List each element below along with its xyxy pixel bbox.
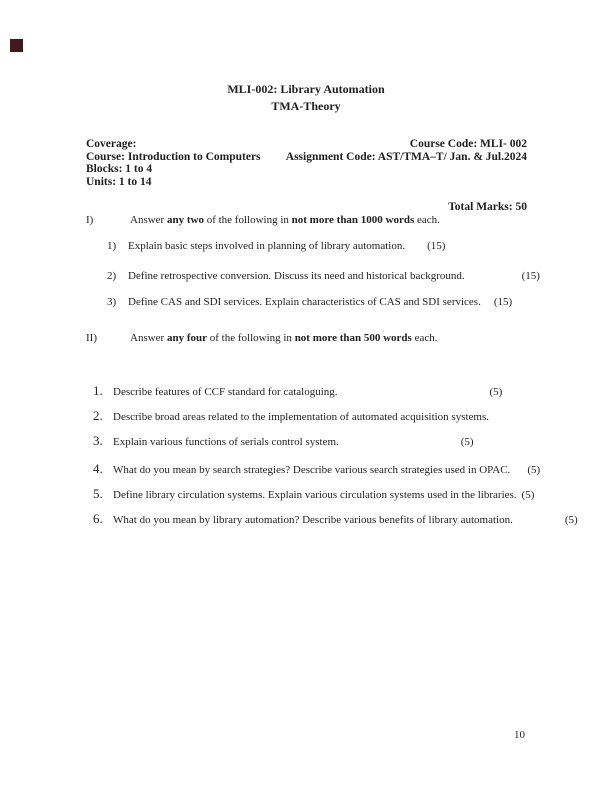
question-number: 1) (107, 240, 117, 252)
page-number: 10 (514, 729, 525, 741)
question-text: Explain various functions of serials control system. (113, 436, 339, 448)
question-number: 5. (93, 486, 103, 501)
coverage-label: Coverage: (86, 138, 137, 150)
question-marks: (15) (493, 296, 513, 308)
question-row (107, 240, 445, 253)
document-title: MLI-002: Library Automation (227, 82, 385, 96)
meta-row-2 (86, 151, 527, 164)
question-text: Explain basic steps involved in planning of library automation. (128, 240, 406, 252)
question-text: What do you mean by search strategies? Describe various search strategies used in OPAC. (113, 464, 511, 476)
intro-text: of the following in (203, 214, 292, 226)
question-number: 3. (93, 433, 103, 448)
question-marks: (15) (427, 240, 446, 252)
question-marks: (5) (564, 514, 578, 526)
question-number: 1. (93, 383, 103, 398)
question-marks: (5) (521, 489, 535, 501)
intro-bold: any four (166, 332, 207, 344)
question-number: 2) (107, 270, 117, 282)
meta-row-4 (86, 176, 527, 189)
question-marks: (5) (460, 436, 474, 448)
question-text: Define retrospective conversion. Discuss its need and historical background. (128, 270, 465, 282)
course-code: Course Code: MLI- 002 (409, 138, 527, 150)
section-1-intro (130, 214, 440, 226)
question-row (107, 270, 540, 283)
course-label: Course: Introduction to Computers (86, 150, 261, 163)
total-marks: Total Marks: 50 (448, 201, 527, 213)
units-label: Units: 1 to 14 (86, 176, 152, 189)
intro-text: Answer (130, 332, 167, 344)
intro-bold: any two (166, 214, 204, 226)
blocks-label: Blocks: 1 to 4 (86, 163, 153, 176)
scan-artifact-square (10, 39, 23, 52)
section-2-intro (130, 332, 437, 344)
question-text: What do you mean by library automation? Describe various benefits of library automation. (113, 514, 513, 526)
question-row (93, 409, 489, 424)
meta-block (86, 138, 527, 189)
meta-row-3 (86, 163, 527, 176)
question-number: 3) (107, 296, 117, 308)
document-subtitle: TMA-Theory (271, 99, 341, 113)
meta-row-1 (86, 138, 527, 151)
question-text: Describe features of CCF standard for cataloguing. (113, 386, 338, 398)
intro-bold: not more than 500 words (294, 332, 412, 344)
intro-bold: not more than 1000 words (291, 214, 415, 226)
section-1-numeral: I) (86, 214, 94, 226)
question-marks: (15) (521, 270, 540, 282)
section-2-heading (86, 332, 437, 345)
question-marks: (5) (489, 386, 503, 398)
section-2-numeral: II) (86, 332, 97, 344)
intro-text: of the following in (207, 332, 295, 344)
question-number: 4. (93, 461, 103, 476)
question-row (93, 434, 474, 449)
assignment-code: Assignment Code: AST/TMA–T/ Jan. & Jul.2024 (285, 150, 527, 163)
question-row (93, 384, 502, 399)
question-number: 2. (93, 408, 103, 423)
question-row (107, 296, 512, 309)
question-row (93, 487, 534, 502)
question-row (93, 512, 578, 527)
question-number: 6. (93, 511, 103, 526)
intro-text: each. (411, 332, 438, 344)
question-text: Describe broad areas related to the implementation of automated acquisition systems. (113, 411, 490, 423)
question-row (93, 462, 540, 477)
question-text: Define library circulation systems. Explain various circulation systems used in the libraries. (113, 489, 517, 501)
intro-text: Answer (130, 214, 167, 226)
question-marks: (5) (527, 464, 541, 476)
question-text: Define CAS and SDI services. Explain characteristics of CAS and SDI services. (128, 296, 481, 308)
intro-text: each. (414, 214, 440, 226)
section-1-heading (86, 214, 440, 227)
